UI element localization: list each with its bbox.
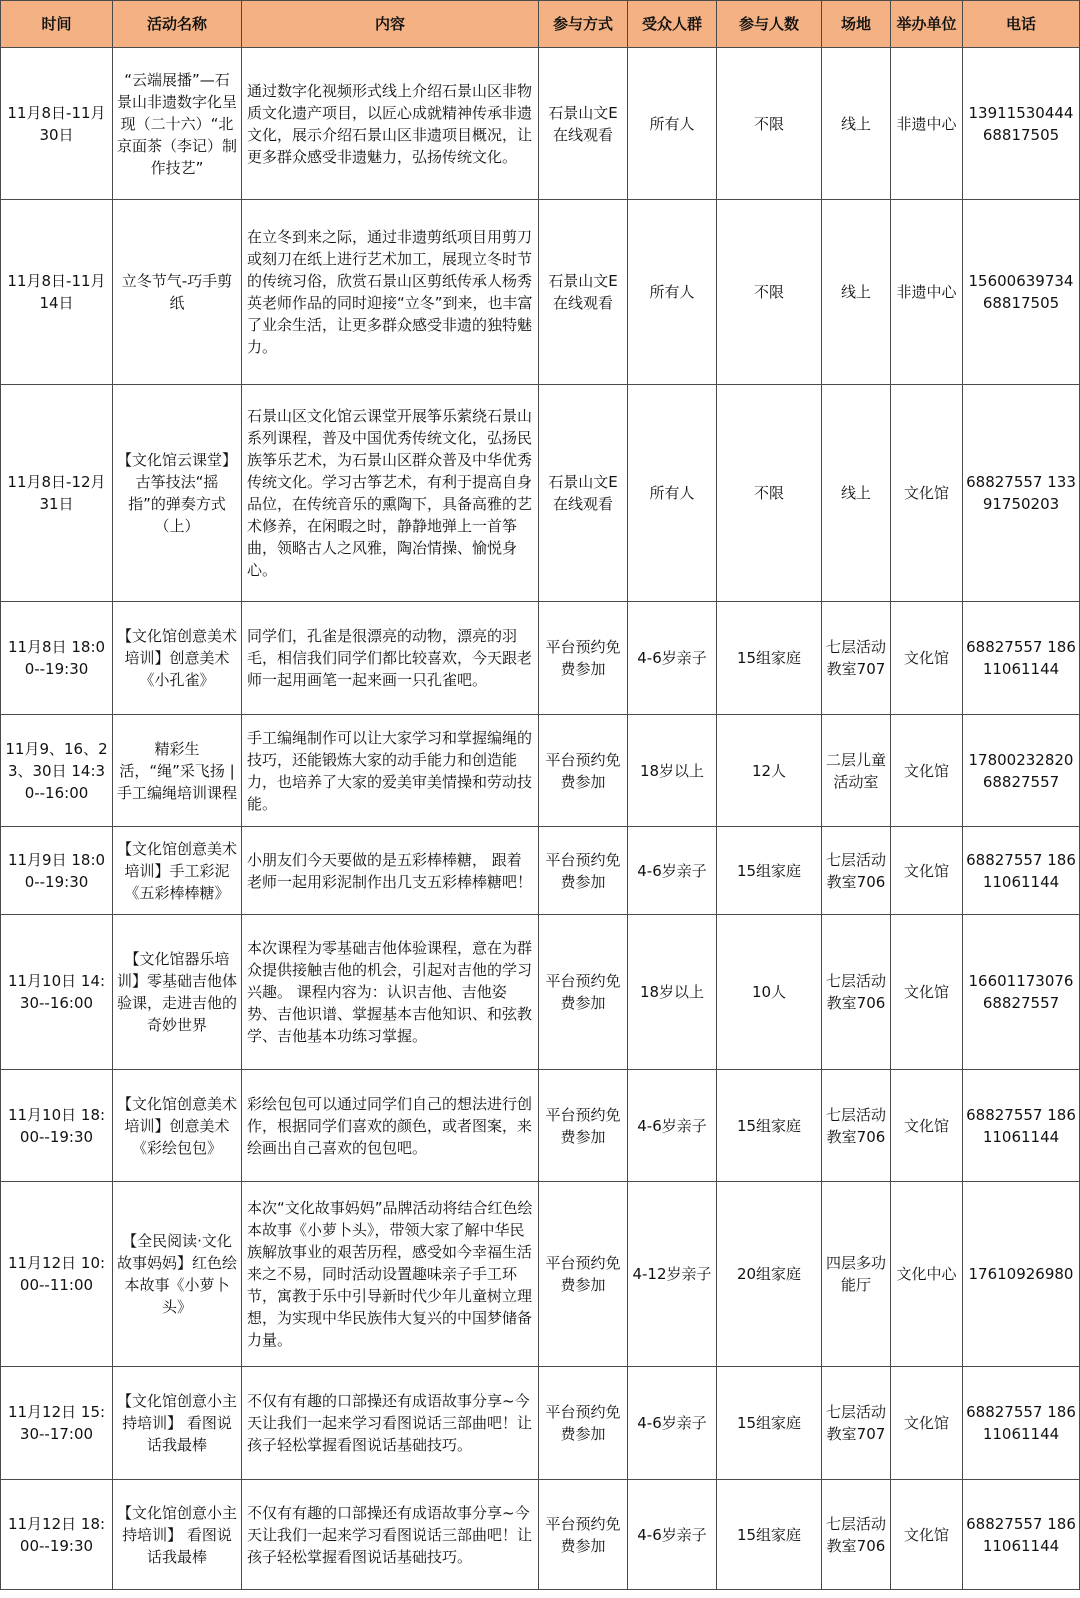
cell-content: 手工编绳制作可以让大家学习和掌握编绳的技巧，还能锻炼大家的动手能力和创造能力，也培养了大家的爱美审美情操和劳动技能。: [242, 715, 539, 827]
cell-audience: 所有人: [628, 48, 717, 200]
cell-audience: 4-6岁亲子: [628, 1367, 717, 1480]
cell-audience: 4-6岁亲子: [628, 1070, 717, 1182]
cell-name: 【文化馆创意小主持培训】 看图说话我最棒: [113, 1367, 242, 1480]
cell-mode: 平台预约免费参加: [539, 915, 628, 1070]
cell-mode: 平台预约免费参加: [539, 1480, 628, 1590]
cell-mode: 石景山文E在线观看: [539, 48, 628, 200]
cell-venue: 线上: [822, 200, 891, 385]
cell-phone: 68827557 18611061144: [963, 1367, 1080, 1480]
cell-time: 11月12日 15:30--17:00: [1, 1367, 113, 1480]
cell-content: 在立冬到来之际，通过非遗剪纸项目用剪刀或刻刀在纸上进行艺术加工，展现立冬时节的传统习俗，欣赏石景山区剪纸传承人杨秀英老师作品的同时迎接“立冬”到来，也丰富了业余生活，让更多群众感受非遗的独特魅力。: [242, 200, 539, 385]
cell-audience: 18岁以上: [628, 715, 717, 827]
cell-phone: 17800232820 68827557: [963, 715, 1080, 827]
cell-time: 11月9日 18:00--19:30: [1, 827, 113, 915]
cell-audience: 所有人: [628, 200, 717, 385]
cell-mode: 平台预约免费参加: [539, 1070, 628, 1182]
header-venue: 场地: [822, 1, 891, 48]
cell-content: 不仅有有趣的口部操还有成语故事分享~今天让我们一起来学习看图说话三部曲吧！让孩子轻松掌握看图说话基础技巧。: [242, 1480, 539, 1590]
cell-audience: 4-6岁亲子: [628, 602, 717, 715]
cell-count: 不限: [717, 385, 822, 602]
cell-phone: 68827557 18611061144: [963, 602, 1080, 715]
cell-count: 20组家庭: [717, 1182, 822, 1367]
cell-mode: 平台预约免费参加: [539, 1182, 628, 1367]
cell-count: 15组家庭: [717, 602, 822, 715]
cell-count: 15组家庭: [717, 1367, 822, 1480]
cell-venue: 七层活动教室707: [822, 1367, 891, 1480]
cell-name: 【文化馆云课堂】古筝技法“摇指”的弹奏方式（上）: [113, 385, 242, 602]
cell-count: 15组家庭: [717, 1070, 822, 1182]
cell-content: 石景山区文化馆云课堂开展筝乐萦绕石景山系列课程，普及中国优秀传统文化，弘扬民族筝乐艺术，为石景山区群众普及中华优秀传统文化。学习古筝艺术，有利于提高自身品位，在传统音乐的熏陶下，具备高雅的艺术修养，在闲暇之时，静静地弹上一首筝曲，领略古人之风雅，陶冶情操、愉悦身心。: [242, 385, 539, 602]
cell-venue: 七层活动教室706: [822, 1070, 891, 1182]
cell-time: 11月12日 10:00--11:00: [1, 1182, 113, 1367]
table-row: [1, 827, 1080, 915]
cell-mode: 石景山文E在线观看: [539, 200, 628, 385]
cell-time: 11月10日 18:00--19:30: [1, 1070, 113, 1182]
header-mode: 参与方式: [539, 1, 628, 48]
cell-name: 【全民阅读·文化故事妈妈】红色绘本故事《小萝卜头》: [113, 1182, 242, 1367]
cell-audience: 18岁以上: [628, 915, 717, 1070]
cell-phone: 13911530444 68817505: [963, 48, 1080, 200]
cell-org: 文化馆: [891, 715, 963, 827]
cell-count: 10人: [717, 915, 822, 1070]
cell-org: 文化馆: [891, 827, 963, 915]
table-row: [1, 1480, 1080, 1590]
table-row: [1, 915, 1080, 1070]
cell-time: 11月8日-11月14日: [1, 200, 113, 385]
cell-count: 15组家庭: [717, 1480, 822, 1590]
cell-venue: 七层活动教室706: [822, 1480, 891, 1590]
cell-content: 本次课程为零基础吉他体验课程，意在为群众提供接触吉他的机会，引起对吉他的学习兴趣。 课程内容为：认识吉他、吉他姿势、吉他识谱、掌握基本吉他知识、和弦教学、吉他基本功练习掌握。: [242, 915, 539, 1070]
cell-audience: 4-6岁亲子: [628, 827, 717, 915]
cell-time: 11月8日-12月31日: [1, 385, 113, 602]
cell-venue: 二层儿童活动室: [822, 715, 891, 827]
cell-venue: 四层多功能厅: [822, 1182, 891, 1367]
cell-content: 小朋友们今天要做的是五彩棒棒糖， 跟着老师一起用彩泥制作出几支五彩棒棒糖吧！: [242, 827, 539, 915]
cell-venue: 七层活动教室707: [822, 602, 891, 715]
cell-phone: 68827557 13391750203: [963, 385, 1080, 602]
cell-name: 【文化馆创意美术培训】创意美术《彩绘包包》: [113, 1070, 242, 1182]
cell-name: 【文化馆器乐培训】零基础吉他体验课，走进吉他的奇妙世界: [113, 915, 242, 1070]
cell-org: 文化中心: [891, 1182, 963, 1367]
header-audience: 受众人群: [628, 1, 717, 48]
cell-org: 文化馆: [891, 1367, 963, 1480]
header-phone: 电话: [963, 1, 1080, 48]
cell-phone: 68827557 18611061144: [963, 1480, 1080, 1590]
table-row: [1, 715, 1080, 827]
cell-mode: 石景山文E在线观看: [539, 385, 628, 602]
cell-content: 不仅有有趣的口部操还有成语故事分享~今天让我们一起来学习看图说话三部曲吧！让孩子轻松掌握看图说话基础技巧。: [242, 1367, 539, 1480]
cell-time: 11月9、16、23、30日 14:30--16:00: [1, 715, 113, 827]
cell-name: 【文化馆创意美术培训】创意美术《小孔雀》: [113, 602, 242, 715]
cell-content: 通过数字化视频形式线上介绍石景山区非物质文化遗产项目，以匠心成就精神传承非遗文化，展示介绍石景山区非遗项目概况，让更多群众感受非遗魅力，弘扬传统文化。: [242, 48, 539, 200]
cell-phone: 68827557 18611061144: [963, 1070, 1080, 1182]
header-org: 举办单位: [891, 1, 963, 48]
cell-time: 11月12日 18:00--19:30: [1, 1480, 113, 1590]
cell-audience: 4-12岁亲子: [628, 1182, 717, 1367]
cell-org: 非遗中心: [891, 48, 963, 200]
header-count: 参与人数: [717, 1, 822, 48]
header-name: 活动名称: [113, 1, 242, 48]
cell-count: 不限: [717, 200, 822, 385]
table-row: [1, 200, 1080, 385]
cell-count: 不限: [717, 48, 822, 200]
cell-org: 非遗中心: [891, 200, 963, 385]
cell-venue: 七层活动教室706: [822, 827, 891, 915]
cell-mode: 平台预约免费参加: [539, 1367, 628, 1480]
cell-name: “云端展播”—石景山非遗数字化呈现（二十六）“北京面茶（李记）制作技艺”: [113, 48, 242, 200]
cell-name: 精彩生活，“绳”采飞扬 | 手工编绳培训课程: [113, 715, 242, 827]
cell-mode: 平台预约免费参加: [539, 602, 628, 715]
cell-venue: 线上: [822, 385, 891, 602]
table-row: [1, 1182, 1080, 1367]
cell-org: 文化馆: [891, 1070, 963, 1182]
table-row: [1, 385, 1080, 602]
cell-content: 本次“文化故事妈妈”品牌活动将结合红色绘本故事《小萝卜头》，带领大家了解中华民族解放事业的艰苦历程，感受如今幸福生活来之不易，同时活动设置趣味亲子手工环节，寓教于乐中引导新时代少年儿童树立理想，为实现中华民族伟大复兴的中国梦储备力量。: [242, 1182, 539, 1367]
table-row: [1, 48, 1080, 200]
cell-mode: 平台预约免费参加: [539, 827, 628, 915]
header-time: 时间: [1, 1, 113, 48]
cell-venue: 七层活动教室706: [822, 915, 891, 1070]
cell-count: 12人: [717, 715, 822, 827]
cell-content: 同学们，孔雀是很漂亮的动物，漂亮的羽毛，相信我们同学们都比较喜欢，今天跟老师一起用画笔一起来画一只孔雀吧。: [242, 602, 539, 715]
header-content: 内容: [242, 1, 539, 48]
header-row: [1, 1, 1080, 48]
cell-name: 【文化馆创意美术培训】手工彩泥《五彩棒棒糖》: [113, 827, 242, 915]
cell-venue: 线上: [822, 48, 891, 200]
cell-name: 【文化馆创意小主持培训】 看图说话我最棒: [113, 1480, 242, 1590]
cell-audience: 4-6岁亲子: [628, 1480, 717, 1590]
cell-time: 11月8日-11月30日: [1, 48, 113, 200]
table-row: [1, 1070, 1080, 1182]
cell-phone: 15600639734 68817505: [963, 200, 1080, 385]
cell-audience: 所有人: [628, 385, 717, 602]
cell-phone: 17610926980: [963, 1182, 1080, 1367]
cell-time: 11月8日 18:00--19:30: [1, 602, 113, 715]
cell-phone: 16601173076 68827557: [963, 915, 1080, 1070]
cell-phone: 68827557 18611061144: [963, 827, 1080, 915]
cell-org: 文化馆: [891, 1480, 963, 1590]
cell-content: 彩绘包包可以通过同学们自己的想法进行创作，根据同学们喜欢的颜色，或者图案，来绘画出自己喜欢的包包吧。: [242, 1070, 539, 1182]
cell-count: 15组家庭: [717, 827, 822, 915]
cell-org: 文化馆: [891, 602, 963, 715]
table-row: [1, 1367, 1080, 1480]
cell-org: 文化馆: [891, 385, 963, 602]
table-row: [1, 602, 1080, 715]
cell-name: 立冬节气-巧手剪纸: [113, 200, 242, 385]
cell-mode: 平台预约免费参加: [539, 715, 628, 827]
cell-org: 文化馆: [891, 915, 963, 1070]
cell-time: 11月10日 14:30--16:00: [1, 915, 113, 1070]
